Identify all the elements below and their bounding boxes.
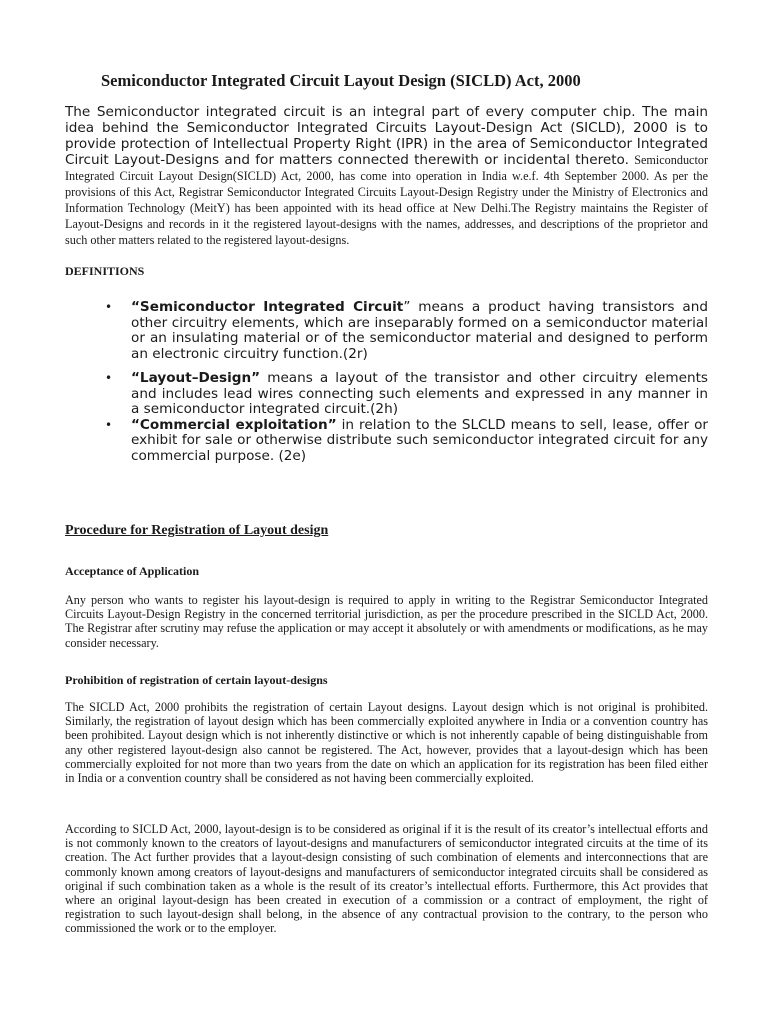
definition-term: “Layout–Design”	[131, 370, 261, 386]
intro-paragraph	[65, 104, 708, 248]
definition-text: in relation to the SLCLD means to sell, lease, offer or exhibit for sale or otherwise distribute such semiconductor integrated circuit for any commercial purpose. (2e)	[131, 416, 708, 464]
originality-paragraph: According to SICLD Act, 2000, layout-design is to be considered as original if it is the result of its creator’s intellectual efforts and is not commonly known to the creators of layout-designs and manufacturers of semiconductor integrated circuits at the time of its creation. The Act further provides that a layout-design consisting of such combination of elements and interconnections that are commonly known among creators of layout-designs and manufacturers of semiconductor integrated circuits shall be considered as original if such combination taken as a whole is the result of its creator’s intellectual efforts. Furthermore, this Act provides that where an original layout-design has been created in execution of a commission or a contract of employment, the right of registration to such layout-design shall belong, in the absence of any contractual provision to the contrary, to the person who commissioned the work or to the employer.	[65, 822, 708, 936]
definition-item-commercial-exploitation	[105, 416, 708, 465]
procedure-title: Procedure for Registration of Layout design	[65, 523, 329, 538]
bullet-icon: •	[105, 371, 113, 385]
bullet-icon: •	[105, 417, 113, 432]
document-title: Semiconductor Integrated Circuit Layout Design (SICLD) Act, 2000	[101, 71, 581, 90]
definition-term: “Commercial exploitation”	[131, 416, 337, 433]
intro-serif-text: Semiconductor Integrated Circuit Layout Design(SICLD) Act, 2000, has come into operation in India w.e.f. 4th September 2000. As per the provisions of this Act, Registrar Semiconductor Integrated Circuits Layout-Design Registry under the Ministry of Electronics and Information Technology (MeitY) has been appointed with its head office at New Delhi.The Registry maintains the Register of Layout-Designs and records in it the registered layout-designs with the names, addresses, and descriptions of the proprietor and such other matters related to the registered layout-designs.	[65, 153, 709, 247]
definition-text: means a layout of the transistor and other circuitry elements and includes lead wires connecting such elements and expressed in any manner in a semiconductor integrated circuit.(2h)	[131, 370, 708, 417]
definitions-list	[105, 299, 708, 464]
prohibition-paragraph: The SICLD Act, 2000 prohibits the registration of certain Layout designs. Layout design which is not original is prohibited. Similarly, the registration of layout design which has been commercially exploited anywhere in India or a convention country has been prohibited. Layout design which is not inherently distinctive or which is not inherently capable of being distinguishable from any other registered layout-design also cannot be registered. The Act, however, provides that a layout-design which has been commercially exploited for not more than two years from the date on which an application for its registration has been filed either in India or a convention country shall be considered as not having been commercially exploited.	[65, 700, 708, 786]
definition-term: “Semiconductor Integrated Circuit	[131, 299, 404, 315]
definitions-heading: DEFINITIONS	[65, 264, 145, 278]
bullet-icon: •	[105, 300, 113, 314]
acceptance-heading: Acceptance of Application	[65, 564, 199, 578]
definition-item-semiconductor-ic	[105, 299, 708, 362]
intro-sans-text: The Semiconductor integrated circuit is an integral part of every computer chip. The main idea behind the Semiconductor Integrated Circuits Layout-Design Act (SICLD), 2000 is to provide protection of Intellectual Property Right (IPR) in the area of Semiconductor Integrated Circuit Layout-Designs and for matters connected therewith or incidental thereto.	[65, 104, 708, 168]
acceptance-paragraph: Any person who wants to register his layout-design is required to apply in writing to the Registrar Semiconductor Integrated Circuits Layout-Design Registry in the concerned territorial jurisdiction, as per the procedure prescribed in the SICLD Act, 2000. The Registrar after scrutiny may refuse the application or may accept it absolutely or with amendments or modifications, as he may consider necessary.	[65, 593, 708, 650]
definition-item-layout-design	[105, 370, 708, 418]
prohibition-heading: Prohibition of registration of certain layout-designs	[65, 673, 328, 687]
definition-text: ” means a product having transistors and other circuitry elements, which are inseparably formed on a semiconductor material or an insulating material or of the semiconductor material and designed to perform an electronic circuitry function.(2r)	[131, 299, 708, 362]
